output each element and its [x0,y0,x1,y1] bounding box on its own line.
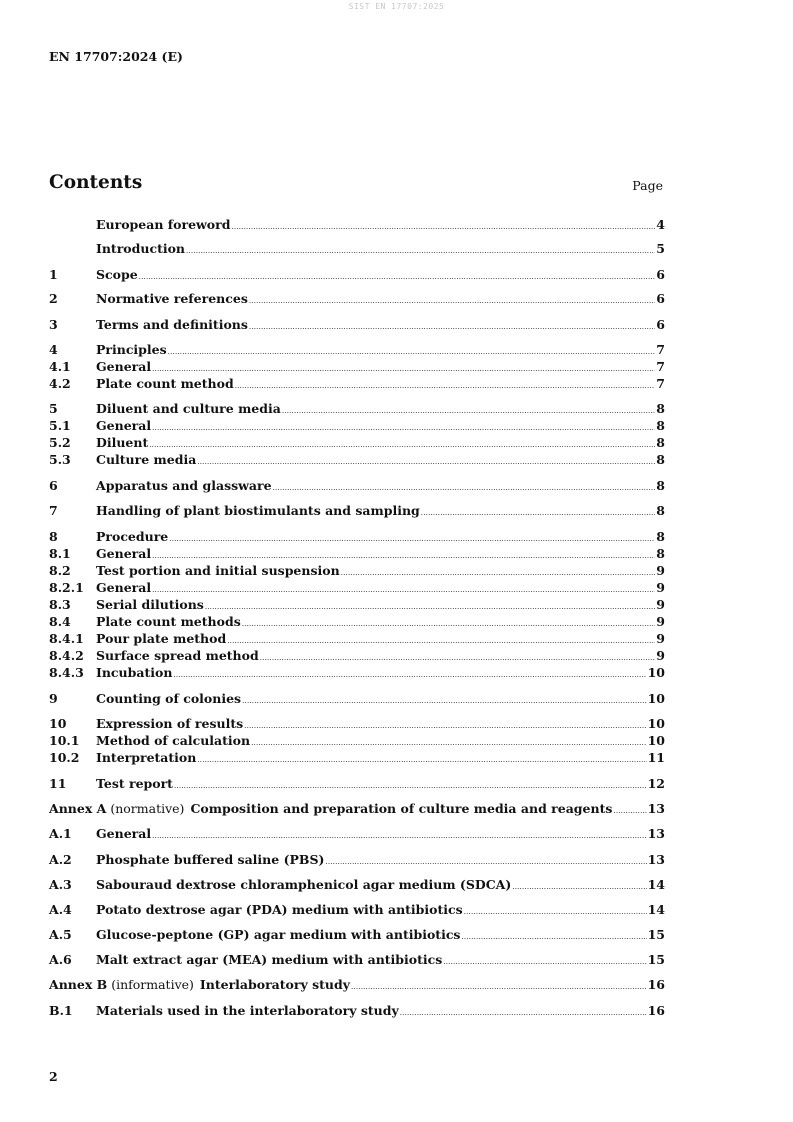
toc-entry-title: Test portion and initial suspension [96,563,340,578]
dot-leader [464,904,647,920]
toc-entry-number: 4.2 [49,376,71,391]
toc-entry[interactable] [49,952,665,968]
dot-leader [282,403,655,419]
toc-entry-number: 3 [49,317,58,332]
toc-entry-title: Interlaboratory study [199,977,350,992]
toc-entry[interactable] [49,241,665,257]
toc-entry[interactable] [49,359,665,375]
toc-entry-page: 15 [647,927,665,942]
toc-entry-number: 2 [49,291,58,306]
dot-leader [139,269,656,285]
dot-leader [341,565,656,581]
dot-leader [152,582,655,598]
dot-leader [152,420,655,436]
toc-entry[interactable] [49,977,665,993]
toc-entry-page: 16 [647,1003,665,1018]
toc-entry-title: Glucose-peptone (GP) agar medium with antibiotics [96,927,461,942]
toc-entry-number: 9 [49,691,58,706]
dot-leader [197,752,646,768]
toc-entry-title: Plate count method [96,376,234,391]
toc-entry-page: 6 [656,317,665,332]
toc-entry[interactable] [49,1003,665,1019]
toc-entry[interactable] [49,631,665,647]
toc-entry-title: Potato dextrose agar (PDA) medium with antibiotics [96,902,463,917]
toc-entry-page: 6 [656,291,665,306]
toc-entry-title: General [96,826,152,841]
toc-entry[interactable] [49,852,665,868]
toc-entry[interactable] [49,877,665,893]
toc-entry[interactable] [49,401,665,417]
toc-entry-page: 8 [656,546,665,561]
toc-entry-page: 15 [647,952,665,967]
toc-entry[interactable] [49,801,665,817]
dot-leader [400,1005,647,1021]
toc-entry-page: 14 [647,902,665,917]
toc-entry-number: 8.2.1 [49,580,84,595]
toc-entry-number: 5.3 [49,452,71,467]
dot-leader [235,378,656,394]
toc-entry-page: 10 [647,691,665,706]
dot-leader [231,219,655,235]
contents-heading [49,172,663,198]
toc-entry-page: 10 [647,716,665,731]
toc-entry-title: Diluent and culture media [96,401,281,416]
dot-leader [168,344,656,360]
dot-leader [242,693,647,709]
toc-entry-page: 8 [656,401,665,416]
toc-entry-title: Materials used in the interlaboratory study [96,1003,399,1018]
toc-entry[interactable] [49,435,665,451]
toc-entry-title: Malt extract agar (MEA) medium with antibiotics [96,952,443,967]
toc-entry-number: 8.4.1 [49,631,84,646]
toc-entry-title: General [96,359,152,374]
dot-leader [244,718,646,734]
toc-entry-title: Normative references [96,291,248,306]
toc-entry[interactable] [49,902,665,918]
toc-entry-number: 8 [49,529,58,544]
toc-entry-number: 4.1 [49,359,71,374]
dot-leader [152,361,655,377]
toc-entry-title: Phosphate buffered saline (PBS) [96,852,325,867]
toc-entry-page: 9 [656,563,665,578]
toc-entry[interactable] [49,267,665,283]
toc-entry-title: Surface spread method [96,648,259,663]
contents-title: Contents [49,172,143,193]
dot-leader [512,879,646,895]
toc-entry[interactable] [49,733,665,749]
toc-entry-number: 5.2 [49,435,71,450]
dot-leader [421,505,656,521]
dot-leader [205,599,655,615]
toc-entry-number: A.5 [49,927,72,942]
toc-entry[interactable] [49,648,665,664]
toc-entry[interactable] [49,529,665,545]
toc-entry-title: Incubation [96,665,173,680]
dot-leader [613,803,646,819]
toc-entry-title: Procedure [96,529,169,544]
page-number: 2 [49,1069,58,1084]
toc-entry-number: 8.2 [49,563,71,578]
dot-leader [152,548,655,564]
toc-entry-title: European foreword [96,217,231,232]
annex-label: Annex B [49,977,108,992]
toc-entry-title: Test report [96,776,173,791]
toc-entry-page: 13 [647,826,665,841]
dot-leader [273,480,656,496]
toc-entry[interactable] [49,580,665,596]
toc-entry-title: Diluent [96,435,149,450]
toc-entry-number: 11 [49,776,67,791]
toc-entry-number: B.1 [49,1003,73,1018]
toc-entry-number: 8.4.2 [49,648,84,663]
toc-entry-title: Handling of plant biostimulants and sampling [96,503,420,518]
toc-entry-title: Counting of colonies [96,691,242,706]
toc-entry[interactable] [49,291,665,307]
toc-entry-page: 5 [656,241,665,256]
toc-entry-page: 10 [647,665,665,680]
toc-entry-page: 10 [647,733,665,748]
toc-entry-number: A.4 [49,902,72,917]
toc-entry-title: Apparatus and glassware [96,478,272,493]
toc-entry-number: A.6 [49,952,72,967]
toc-entry-number: 7 [49,503,58,518]
toc-entry-number: A.3 [49,877,72,892]
toc-entry-number: 8.4.3 [49,665,84,680]
toc-entry[interactable] [49,776,665,792]
dot-leader [227,633,655,649]
toc-entry-page: 8 [656,418,665,433]
dot-leader [197,454,655,470]
toc-entry-title: Expression of results [96,716,244,731]
toc-entry-page: 9 [656,614,665,629]
toc-entry-page: 7 [656,342,665,357]
annex-type-note: (normative) [110,801,185,816]
annex-label: Annex A [49,801,107,816]
toc-entry-page: 8 [656,452,665,467]
toc-entry-number: 1 [49,267,58,282]
toc-entry-number: A.2 [49,852,72,867]
toc-entry-title: Introduction [96,241,186,256]
toc-entry-number: 10.1 [49,733,80,748]
toc-entry-title: Scope [96,267,138,282]
toc-entry-page: 9 [656,580,665,595]
toc-entry[interactable] [49,342,665,358]
toc-entry-page: 7 [656,376,665,391]
dot-leader [461,929,646,945]
toc-entry-number: 8.4 [49,614,71,629]
toc-entry-title: Composition and preparation of culture media and reagents [190,801,613,816]
toc-entry[interactable] [49,691,665,707]
toc-entry[interactable] [49,478,665,494]
toc-entry-number: 8.1 [49,546,71,561]
dot-leader [169,531,655,547]
toc-entry-page: 13 [647,852,665,867]
dot-leader [249,293,655,309]
toc-entry-page: 8 [656,478,665,493]
toc-entry-page: 16 [647,977,665,992]
dot-leader [251,735,646,751]
toc-entry-page: 8 [656,529,665,544]
toc-entry[interactable] [49,418,665,434]
toc-entry-title: Pour plate method [96,631,227,646]
watermark: SIST EN 17707:2025 [348,2,445,11]
dot-leader [351,979,647,995]
toc-entry[interactable] [49,503,665,519]
dot-leader [249,319,655,335]
annex-type-note: (informative) [111,977,194,992]
toc-entry-page: 8 [656,503,665,518]
toc-entry-number: 8.3 [49,597,71,612]
toc-entry-number: 5.1 [49,418,71,433]
dot-leader [325,854,646,870]
toc-entry-title: Method of calculation [96,733,251,748]
toc-entry[interactable] [49,614,665,630]
toc-entry-page: 14 [647,877,665,892]
document-id: EN 17707:2024 (E) [49,49,183,64]
toc-entry[interactable] [49,546,665,562]
dot-leader [242,616,656,632]
toc-entry-title: Sabouraud dextrose chloramphenicol agar medium (SDCA) [96,877,512,892]
toc-entry-page: 9 [656,631,665,646]
toc-entry-number: 6 [49,478,58,493]
toc-entry[interactable] [49,597,665,613]
toc-entry-page: 9 [656,597,665,612]
toc-entry[interactable] [49,716,665,732]
toc-entry[interactable] [49,750,665,766]
toc-entry-page: 7 [656,359,665,374]
toc-entry-title: General [96,580,152,595]
toc-entry-title: Plate count methods [96,614,241,629]
toc-entry[interactable] [49,665,665,681]
dot-leader [173,667,646,683]
toc-entry[interactable] [49,376,665,392]
toc-entry-number: 4 [49,342,58,357]
toc-entry-title: General [96,418,152,433]
toc-entry-number: A.1 [49,826,72,841]
toc-entry[interactable] [49,452,665,468]
toc-entry-title: Serial dilutions [96,597,204,612]
toc-entry[interactable] [49,927,665,943]
toc-entry-page: 13 [647,801,665,816]
toc-entry-title: Interpretation [96,750,197,765]
dot-leader [443,954,646,970]
toc-entry[interactable] [49,317,665,333]
toc-entry[interactable] [49,563,665,579]
toc-entry-number: 10 [49,716,67,731]
toc-entry-number: 5 [49,401,58,416]
toc-entry-title: Culture media [96,452,197,467]
toc-entry-page: 4 [656,217,665,232]
dot-leader [149,437,655,453]
toc-entry-page: 9 [656,648,665,663]
dot-leader [174,778,647,794]
dot-leader [186,243,655,259]
toc-entry-title: Terms and definitions [96,317,248,332]
page-column-label: Page [632,178,663,193]
toc-entry-title: General [96,546,152,561]
dot-leader [260,650,656,666]
toc-entry-number: 10.2 [49,750,80,765]
toc-entry-page: 12 [647,776,665,791]
toc-entry-page: 6 [656,267,665,282]
toc-entry[interactable] [49,217,665,233]
toc-entry-page: 8 [656,435,665,450]
toc-entry[interactable] [49,826,665,842]
toc-entry-title: Principles [96,342,167,357]
dot-leader [152,828,646,844]
toc-entry-page: 11 [647,750,665,765]
